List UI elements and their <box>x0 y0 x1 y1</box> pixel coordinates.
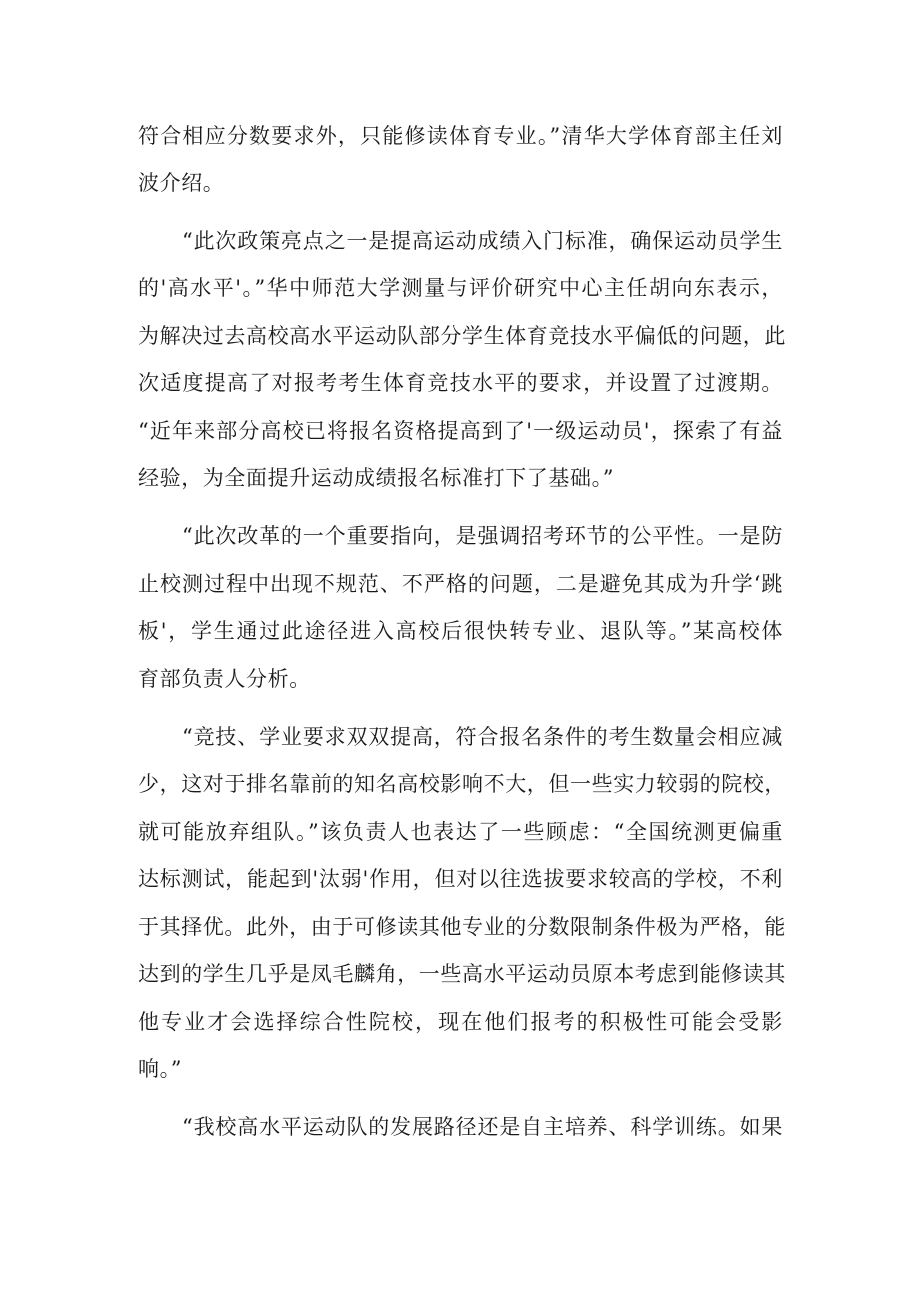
text-line: 就可能放弃组队。”该负责人也表达了一些顾虑：“全国统测更偏重 <box>138 820 783 844</box>
text-line: 止校测过程中出现不规范、不严格的问题，二是避免其成为升学‘跳 <box>138 572 783 596</box>
text-line: 次适度提高了对报考考生体育竞技水平的要求，并设置了过渡期。 <box>138 371 783 395</box>
text-line: 的'高水平'。”华中师范大学测量与评价研究中心主任胡向东表示， <box>138 276 783 300</box>
text-line: 达标测试，能起到'汰弱'作用，但对以往选拔要求较高的学校，不利 <box>138 867 783 891</box>
text-line: 于其择优。此外，由于可修读其他专业的分数限制条件极为严格，能 <box>138 915 786 939</box>
text-line: 波介绍。 <box>138 171 225 195</box>
text-line: 少，这对于排名靠前的知名高校影响不大，但一些实力较弱的院校， <box>138 772 786 796</box>
text-line: “我校高水平运动队的发展路径还是自主培养、科学训练。如果 <box>182 1115 783 1139</box>
text-line: “近年来部分高校已将报名资格提高到了'一级运动员'，探索了有益 <box>138 419 783 443</box>
text-line: “此次政策亮点之一是提高运动成绩入门标准，确保运动员学生 <box>182 229 783 253</box>
text-line: 符合相应分数要求外，只能修读体育专业。”清华大学体育部主任刘 <box>138 124 783 148</box>
text-line: 育部负责人分析。 <box>138 667 311 691</box>
text-line: 板'，学生通过此途径进入高校后很快转专业、退队等。”某高校体 <box>138 619 783 643</box>
text-line: 达到的学生几乎是凤毛麟角，一些高水平运动员原本考虑到能修读其 <box>138 962 786 986</box>
text-line: 响。” <box>138 1057 183 1081</box>
text-line: 经验，为全面提升运动成绩报名标准打下了基础。” <box>138 466 615 490</box>
text-line: “此次改革的一个重要指向，是强调招考环节的公平性。一是防 <box>182 524 783 548</box>
text-line: 他专业才会选择综合性院校，现在他们报考的积极性可能会受影 <box>138 1010 783 1034</box>
text-line: “竞技、学业要求双双提高，符合报名条件的考生数量会相应减 <box>182 725 783 749</box>
text-line: 为解决过去高校高水平运动队部分学生体育竞技水平偏低的问题，此 <box>138 324 786 348</box>
